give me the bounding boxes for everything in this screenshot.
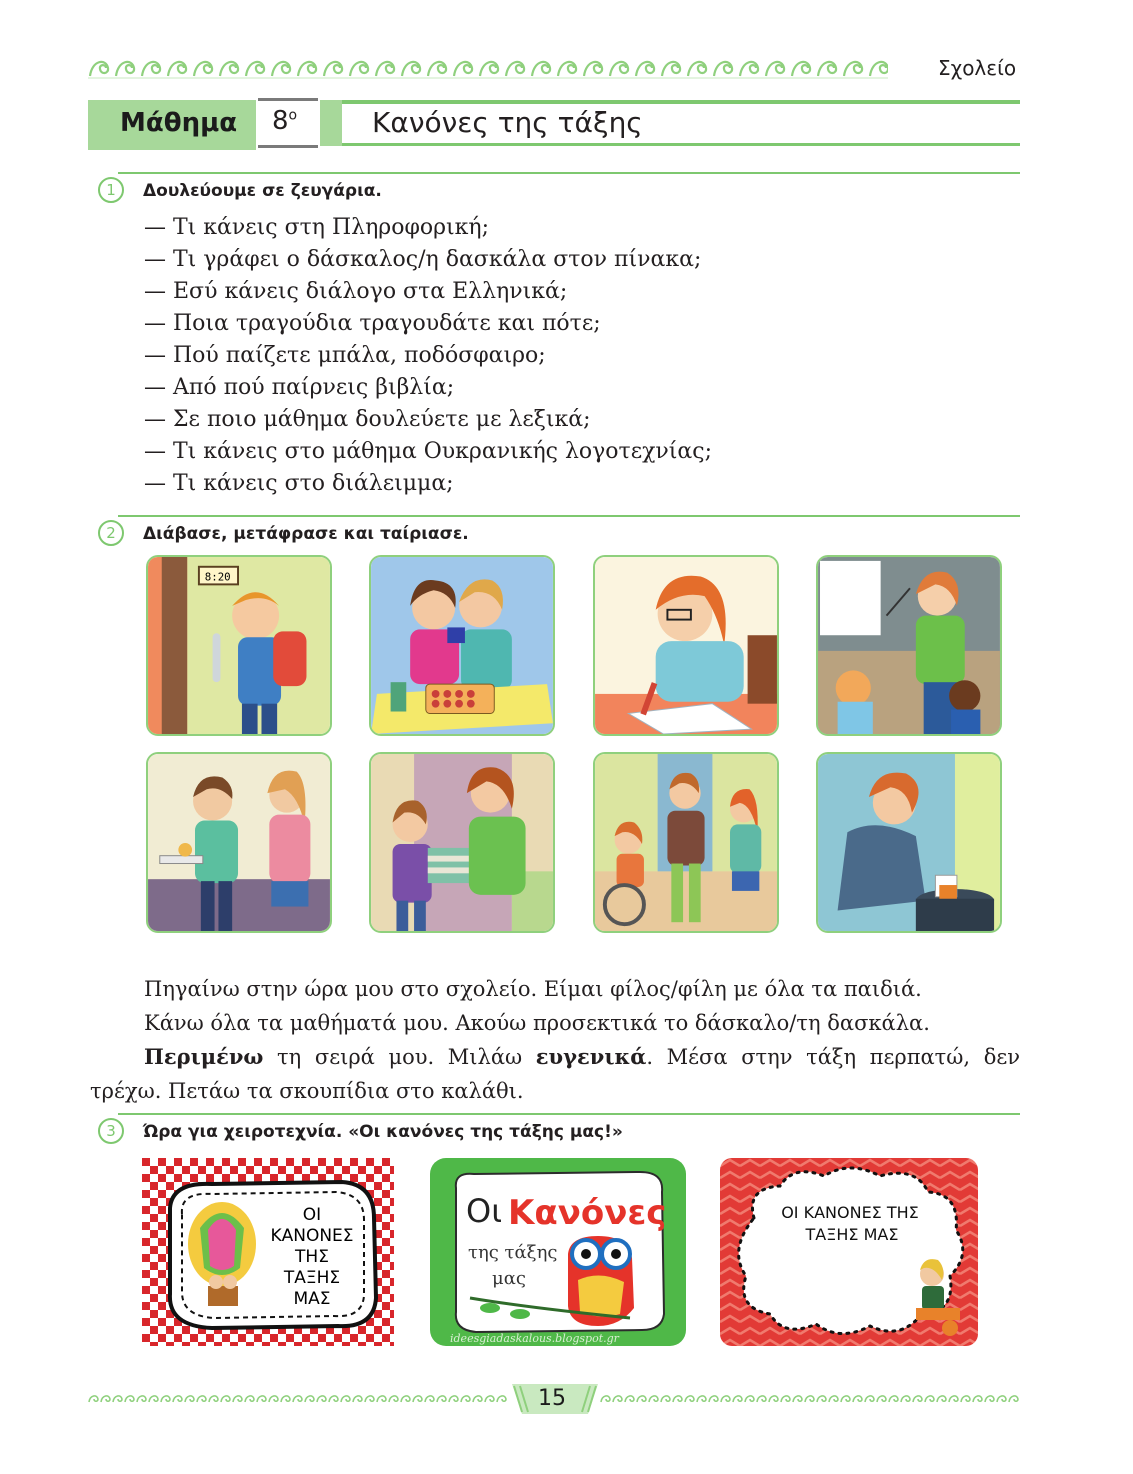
poster2-word-oi: Οι [466, 1192, 503, 1230]
list-item: — Εσύ κάνεις διάλογο στα Ελληνικά; [144, 279, 568, 304]
poster-owl-class-rules [430, 1158, 686, 1346]
poster1-line-5: ΜΑΣ [293, 1289, 331, 1309]
picture-boy-arriving-on-time [146, 555, 332, 736]
exercise2-number: 2 [98, 520, 124, 546]
list-item: — Τι γράφει ο δάσκαλος/η δασκάλα στον πίνακα; [144, 247, 702, 272]
lesson-title: Κανόνες της τάξης [372, 106, 643, 139]
poster1-line-2: ΚΑΝΟΝΕΣ [270, 1226, 354, 1246]
paragraph-line-2: Κάνω όλα τα μαθήματά μου. Ακούω προσεκτικά το δάσκαλο/τη δασκάλα. [144, 1011, 930, 1035]
picture-girl-throwing-trash [816, 752, 1002, 933]
bold-word-politely: ευγενικά [535, 1044, 647, 1069]
lesson-title-line-bottom [342, 143, 1020, 146]
lesson-title-strip [320, 100, 342, 146]
list-item: — Πού παίζετε μπάλα, ποδόσφαιρο; [144, 343, 546, 368]
exercise2-divider [118, 515, 1020, 517]
poster1-line-4: ΤΑΞΗΣ [283, 1268, 341, 1288]
poster2-word-class: της τάξης [468, 1242, 558, 1263]
lesson-label: Μάθημα [120, 108, 238, 138]
list-item: — Τι κάνεις στο μάθημα Ουκρανικής λογοτεχνίας; [144, 439, 713, 464]
exercise2-paragraph [90, 972, 1020, 1108]
poster2-watermark: ideesgiadaskalous.blogspot.gr [450, 1332, 619, 1345]
list-item: — Σε ποιο μάθημα δουλεύετε με λεξικά; [144, 407, 591, 432]
exercise1-number: 1 [98, 177, 124, 203]
exercise1-title: Δουλεύουμε σε ζευγάρια. [143, 181, 382, 201]
page-number: 15 [538, 1386, 566, 1411]
picture-friends-gift [369, 555, 555, 736]
paragraph-line-3 [90, 1040, 1020, 1074]
paragraph-line-3-mid: τη σειρά μου. Μιλάω [263, 1045, 536, 1069]
poster-cloud-class-rules [720, 1158, 978, 1346]
exercise2-title: Διάβασε, μετάφρασε και ταίριασε. [143, 524, 469, 544]
poster3-line-2: ΤΑΞΗΣ ΜΑΣ [805, 1225, 899, 1244]
poster2-word-our: μας [492, 1268, 526, 1289]
lesson-number-value: 8 [272, 106, 289, 136]
list-item: — Τι κάνεις στη Πληροφορική; [144, 215, 490, 240]
lesson-number-sup: ο [288, 107, 298, 124]
exercise1-question-list [144, 212, 712, 500]
paragraph-line-4: τρέχω. Πετάω τα σκουπίδια στο καλάθι. [90, 1079, 524, 1103]
lesson-title-line-top [342, 100, 1020, 104]
poster-balloon-class-rules [142, 1158, 394, 1346]
poster1-line-3: ΤΗΣ [295, 1247, 329, 1267]
clock-sign: 8:20 [204, 570, 231, 584]
picture-girl-giving-books [369, 752, 555, 933]
picture-teacher-at-board [816, 555, 1002, 736]
paragraph-line-3-end: . Μέσα στην τάξη περπατώ, δεν [646, 1045, 1020, 1069]
poster2-word-rules: Κανόνες [508, 1193, 667, 1233]
poster3-line-1: ΟΙ ΚΑΝΟΝΕΣ ΤΗΣ [781, 1203, 919, 1222]
footer-wave-ornament-left [88, 1392, 508, 1406]
poster1-line-1: ΟΙ [302, 1205, 322, 1225]
paragraph-line-1: Πηγαίνω στην ώρα μου στο σχολείο. Είμαι φίλος/φίλη με όλα τα παιδιά. [144, 977, 922, 1001]
section-name: Σχολείο [938, 56, 1017, 80]
exercise3-number: 3 [98, 1118, 124, 1144]
list-item: — Τι κάνεις στο διάλειμμα; [144, 471, 454, 496]
exercise1-divider [118, 172, 1020, 174]
picture-kids-with-wheelchair [593, 752, 779, 933]
picture-kids-walking-with-tray [146, 752, 332, 933]
footer-wave-ornament-right [600, 1392, 1020, 1406]
exercise3-title: Ώρα για χειροτεχνία. «Οι κανόνες της τάξης μας!» [143, 1122, 623, 1142]
picture-girl-writing [593, 555, 779, 736]
top-wave-ornament [88, 54, 888, 82]
lesson-number [272, 106, 297, 136]
list-item: — Από πού παίρνεις βιβλία; [144, 375, 455, 400]
bold-word-wait: Περιμένω [144, 1044, 264, 1069]
list-item: — Ποια τραγούδια τραγουδάτε και πότε; [144, 311, 601, 336]
exercise3-divider [118, 1113, 1020, 1115]
